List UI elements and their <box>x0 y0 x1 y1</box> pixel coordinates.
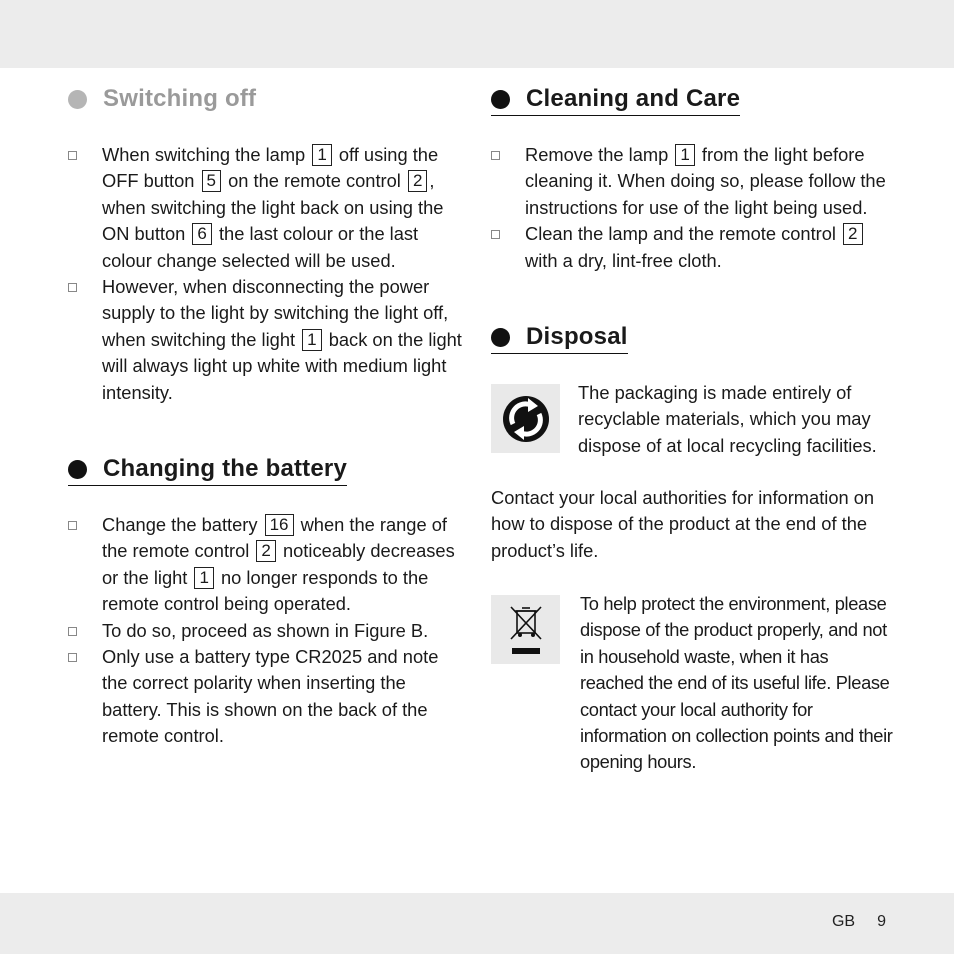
heading-text: Changing the battery <box>103 455 348 482</box>
language-code: GB <box>831 913 856 930</box>
item-text: the last colour or the last colour change selected will be used. <box>102 223 419 271</box>
item-text: Change the battery <box>102 514 263 535</box>
part-reference-number: 1 <box>675 144 694 166</box>
checkbox-bullet-icon <box>68 283 77 292</box>
page-number: 9 <box>877 913 886 930</box>
list-item <box>491 221 891 274</box>
item-text: noticeably decreases or the light <box>102 540 455 588</box>
changing-battery-list <box>68 512 463 750</box>
part-reference-number: 6 <box>192 223 211 245</box>
item-text: when the range of the remote control <box>102 514 447 562</box>
checkbox-bullet-icon <box>68 627 77 636</box>
heading-changing-battery <box>68 455 347 486</box>
bullet-dot-icon <box>491 328 510 347</box>
heading-cleaning-care <box>491 85 740 116</box>
list-item <box>68 618 463 644</box>
item-text: on the remote control <box>223 170 406 192</box>
green-dot-recycling-icon <box>491 384 560 453</box>
heading-text: Cleaning and Care <box>526 85 741 112</box>
checkbox-bullet-icon <box>68 653 77 662</box>
page-footer <box>832 913 886 931</box>
item-text: When switching the lamp <box>102 144 311 165</box>
switching-off-list <box>68 142 463 406</box>
packaging-text: The packaging is made entirely of recyclable materials, which you may dispose of at local recycling facilities. <box>578 382 877 456</box>
item-text: Only use a battery type CR2025 and note the correct polarity when inserting the battery. This is shown on the back of the remote control. <box>102 646 439 747</box>
item-text: To do so, proceed as shown in Figure B. <box>102 619 429 641</box>
list-item <box>491 142 891 221</box>
heading-switching-off <box>68 85 256 115</box>
part-reference-number: 2 <box>408 170 427 192</box>
item-text: However, when disconnecting the power supply to the light by switching the light off, when switching the light <box>102 276 449 350</box>
checkbox-bullet-icon <box>491 151 500 160</box>
environment-text: To help protect the environment, please dispose of the product properly, and not in household waste, when it has reached the end of its useful life. Please contact your local authority for information on collection points and their opening hours. <box>580 593 893 773</box>
list-item <box>68 274 463 406</box>
bullet-dot-icon <box>68 90 87 109</box>
item-text: back on the light will always light up white with medium light intensity. <box>102 328 462 403</box>
crossed-out-wheelie-bin-icon <box>491 595 560 664</box>
cleaning-list <box>491 142 891 274</box>
checkbox-bullet-icon <box>68 521 77 530</box>
item-text: , when switching the light back on using the ON button <box>102 170 444 245</box>
item-text: no longer responds to the remote control being operated. <box>102 566 429 615</box>
top-band <box>0 0 954 68</box>
checkbox-bullet-icon <box>68 151 77 160</box>
bullet-dot-icon <box>68 460 87 479</box>
bottom-band <box>0 893 954 954</box>
bullet-dot-icon <box>491 90 510 109</box>
part-reference-number: 1 <box>302 329 321 351</box>
list-item <box>68 644 463 750</box>
part-reference-number: 2 <box>843 223 862 245</box>
heading-text: Switching off <box>103 85 257 112</box>
list-item <box>68 512 463 618</box>
item-text: Clean the lamp and the remote control <box>525 223 842 245</box>
checkbox-bullet-icon <box>491 230 500 239</box>
heading-text: Disposal <box>526 323 628 350</box>
item-text: with a dry, lint-free cloth. <box>525 249 722 271</box>
item-text: from the light before cleaning it. When doing so, please follow the instructions for use of the light being used. <box>525 144 886 218</box>
part-reference-number: 5 <box>202 170 221 192</box>
part-reference-number: 16 <box>265 514 294 536</box>
part-reference-number: 1 <box>194 567 213 589</box>
item-text: off using the OFF button <box>102 144 439 192</box>
item-text: Remove the lamp <box>525 144 674 165</box>
list-item <box>68 142 463 274</box>
heading-disposal <box>491 323 628 354</box>
contact-authorities-text: Contact your local authorities for information on how to dispose of the product at the end of the product’s life. <box>491 487 875 561</box>
part-reference-number: 1 <box>312 144 331 166</box>
part-reference-number: 2 <box>256 540 275 562</box>
